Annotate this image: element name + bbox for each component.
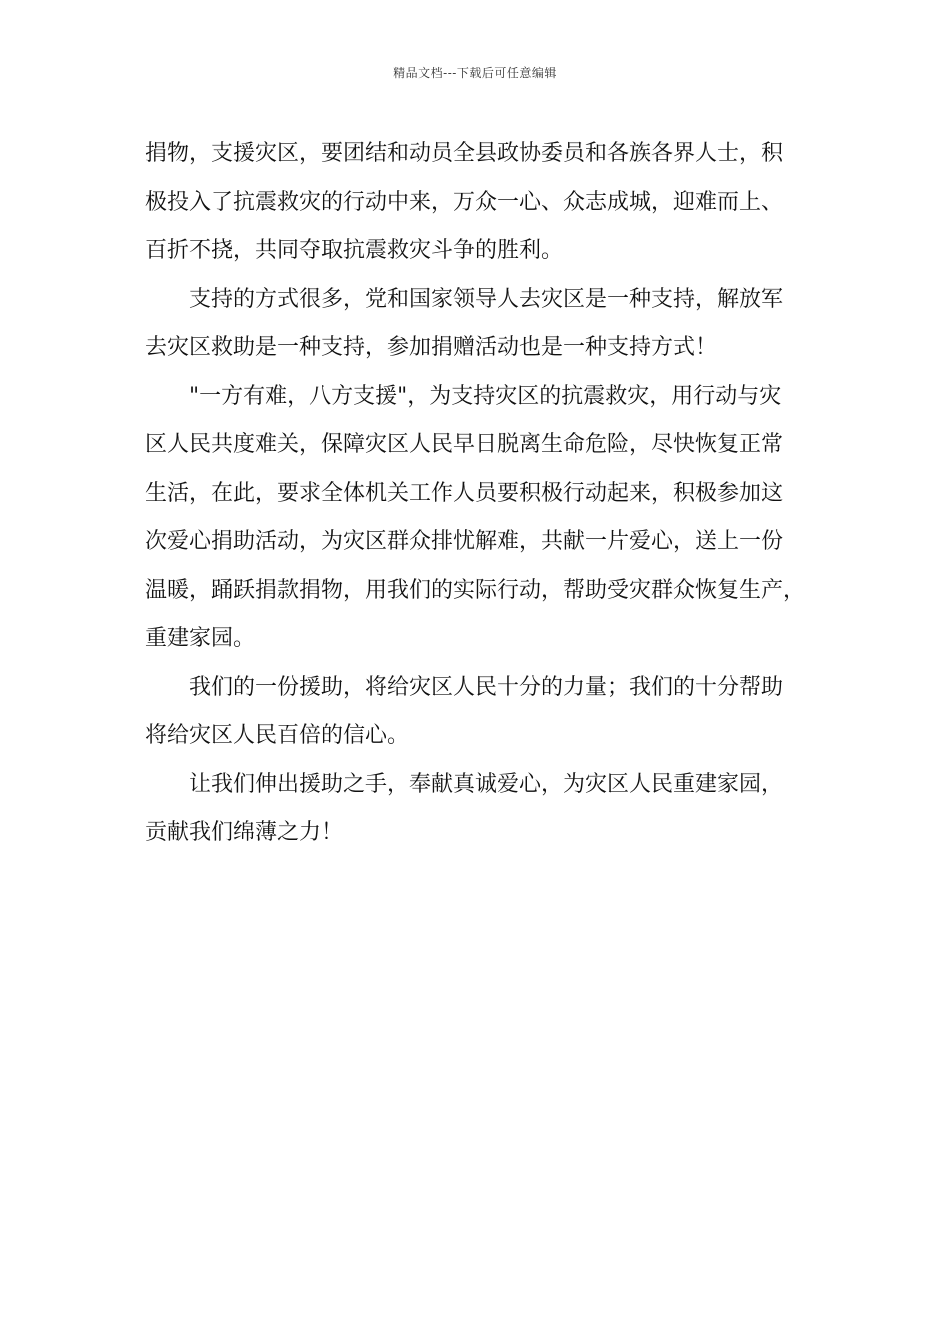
text-line: 将给灾区人民百倍的信心。 — [145, 723, 410, 748]
page-header: 精品文档---下载后可任意编辑 — [393, 66, 557, 80]
text-line: 贡献我们绵薄之力！ — [145, 820, 344, 845]
document-body — [145, 130, 807, 858]
text-line: 重建家园。 — [145, 626, 256, 651]
text-line: "一方有难，八方支援"，为支持灾区的抗震救灾，用行动与灾 — [189, 383, 782, 409]
text-line: 生活，在此，要求全体机关工作人员要积极行动起来，积极参加这 — [145, 480, 784, 506]
text-line: 温暖，踊跃捐款捐物，用我们的实际行动，帮助受灾群众恢复生产， — [145, 577, 806, 603]
text-line: 支持的方式很多，党和国家领导人去灾区是一种支持，解放军 — [189, 286, 784, 312]
text-line: 次爱心捐助活动，为灾区群众排忧解难，共献一片爱心，送上一份 — [145, 529, 784, 554]
text-line: 捐物，支援灾区，要团结和动员全县政协委员和各族各界人士，积 — [145, 141, 784, 166]
text-line: 百折不挠，共同夺取抗震救灾斗争的胜利。 — [145, 238, 564, 263]
text-line: 区人民共度难关，保障灾区人民早日脱离生命危险，尽快恢复正常 — [145, 432, 784, 457]
text-line: 我们的一份援助，将给灾区人民十分的力量；我们的十分帮助 — [189, 674, 784, 700]
text-line: 去灾区救助是一种支持，参加捐赠活动也是一种支持方式！ — [145, 335, 718, 360]
text-line: 让我们伸出援助之手，奉献真诚爱心，为灾区人民重建家园， — [189, 771, 784, 797]
text-line: 极投入了抗震救灾的行动中来，万众一心、众志成城，迎难而上、 — [145, 189, 784, 215]
